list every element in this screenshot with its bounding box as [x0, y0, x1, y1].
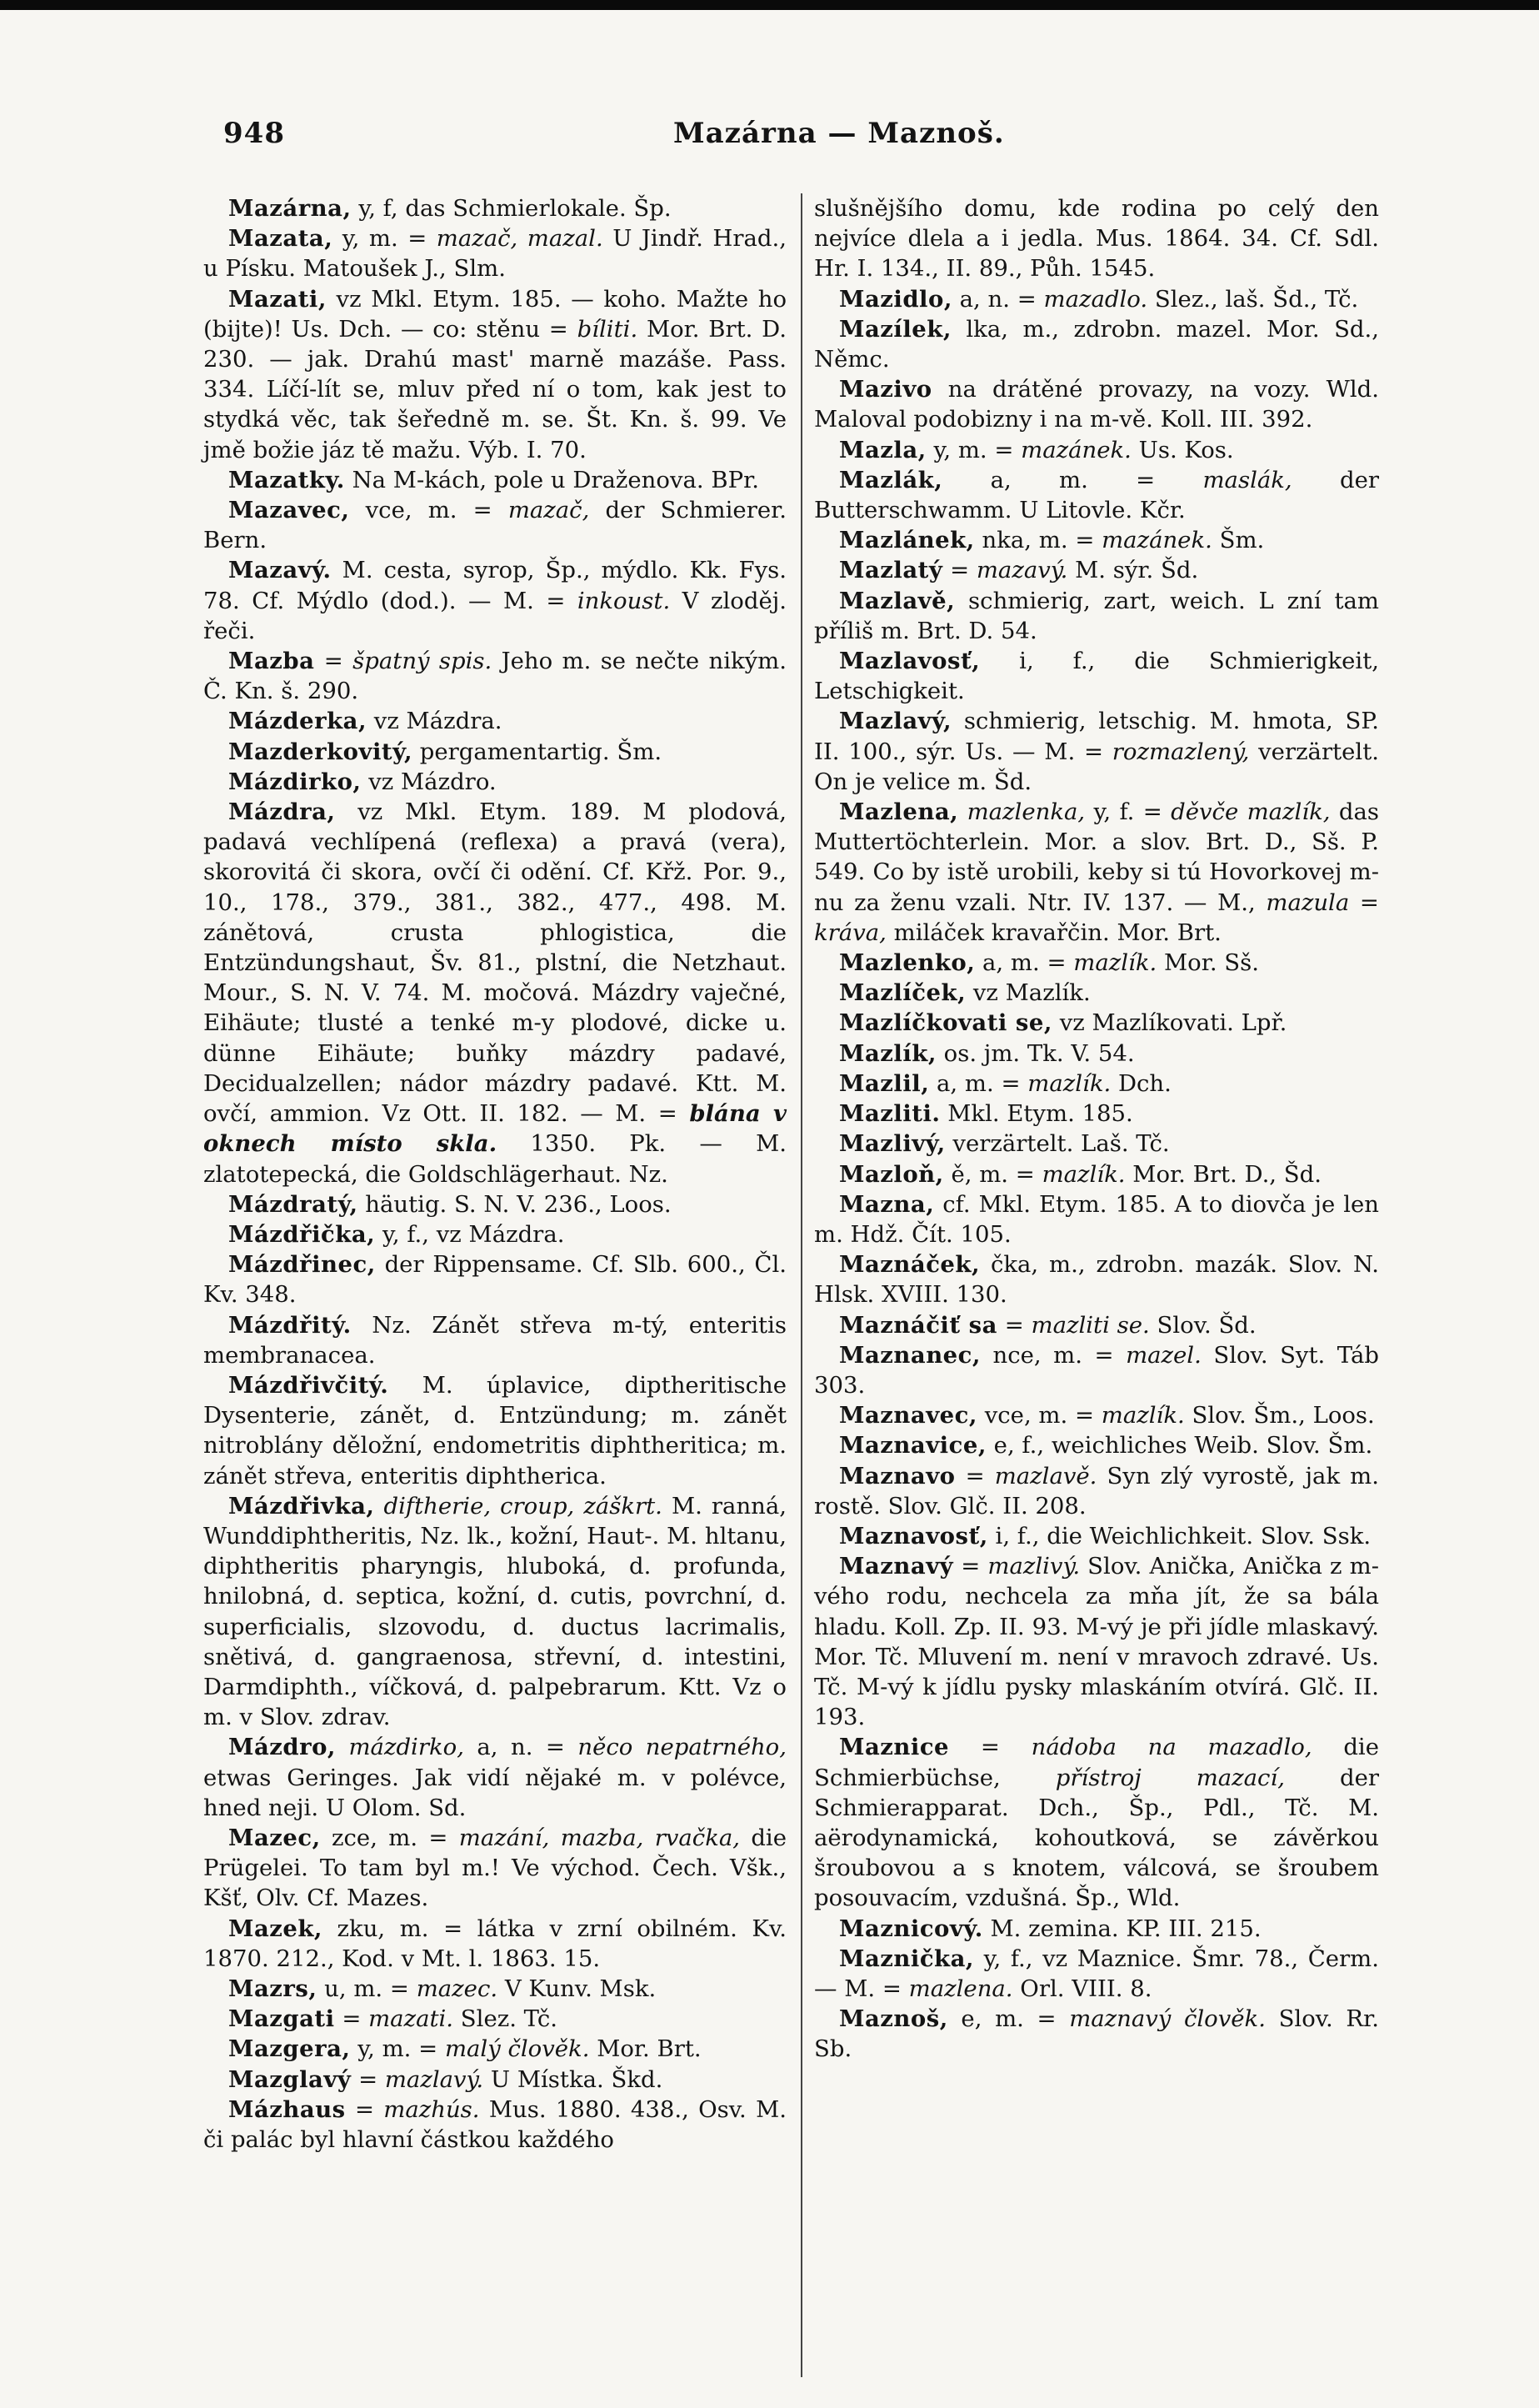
page-number: 948: [223, 117, 285, 150]
dictionary-entry: [814, 1159, 1379, 1189]
entry-headword: Mázdřitý.: [228, 1311, 352, 1339]
entry-text: U Místka. Škd.: [483, 2065, 663, 2093]
entry-headword: Mazlavý,: [839, 708, 952, 735]
dictionary-entry: [203, 2034, 787, 2064]
entry-italic: mazlík.: [1027, 1069, 1112, 1097]
entry-text: =: [351, 2065, 385, 2093]
dictionary-entry: [814, 1461, 1379, 1521]
dictionary-entry: [814, 586, 1379, 646]
dictionary-entry: [814, 1732, 1379, 1913]
entry-text: pergamentartig. Šm.: [412, 738, 662, 765]
entry-text: Dch.: [1111, 1069, 1172, 1097]
entry-text: Na M-kách, pole u Draženova. BPr.: [344, 466, 759, 493]
entry-headword: Maznáček,: [839, 1251, 981, 1279]
entry-text: lka, m., zdrobn. mazel. Mor. Sd., Němc.: [814, 315, 1379, 373]
entry-text: Slov. Rr. Sb.: [814, 2005, 1379, 2063]
column-divider: [801, 193, 802, 2377]
right-column: [814, 193, 1379, 2065]
entry-text: a, m. =: [942, 466, 1203, 493]
entry-text: schmierig, zart, weich. L zní tam příliš m. Brt. D. 54.: [814, 587, 1379, 644]
entry-headword: Mazílek,: [839, 315, 952, 343]
dictionary-entry: [814, 797, 1379, 948]
entry-headword: Mazárna,: [228, 195, 352, 222]
dictionary-entry: [814, 1039, 1379, 1069]
entry-headword: Mázdřička,: [228, 1220, 376, 1248]
entry-text: y, f, das Schmierlokale. Šp.: [351, 195, 672, 222]
entry-text: Šm.: [1212, 527, 1265, 554]
dictionary-entry: [814, 193, 1379, 284]
dictionary-entry: [814, 1551, 1379, 1732]
entry-headword: Mazlivý,: [839, 1130, 946, 1158]
dictionary-entry: [814, 1249, 1379, 1309]
entry-headword: Maznice: [839, 1734, 950, 1761]
entry-italic: mazhús.: [383, 2095, 480, 2123]
entry-headword: Maznička,: [839, 1945, 975, 1972]
dictionary-entry: [814, 1521, 1379, 1551]
entry-text: etwas Geringes. Jak vidí nějaké m. v polévce, hned neji. U Olom. Sd.: [203, 1764, 787, 1821]
entry-text: Mkl. Etym. 185.: [940, 1100, 1133, 1128]
entry-text: verzärtelt. On je velice m. Šd.: [814, 738, 1380, 795]
entry-text: Mus. 1880. 438., Osv. M. či palác byl hlavní částkou každého: [203, 2095, 787, 2153]
entry-headword: Mazata,: [228, 225, 333, 253]
entry-italic: mazula = kráva,: [814, 889, 1379, 946]
entry-text: nce, m. =: [981, 1341, 1127, 1369]
entry-text: zce, m. =: [320, 1824, 459, 1851]
entry-headword: Maznavice,: [839, 1432, 987, 1459]
entry-text: y, m. =: [332, 225, 437, 253]
entry-headword: Mazlík,: [839, 1039, 937, 1067]
running-head: Mazárna — Maznoš.: [673, 117, 1005, 150]
dictionary-entry: [203, 737, 787, 767]
entry-text: M. úplavice, diptheritische Dysenterie, zánět, d. Entzündung; m. zánět nitroblány děložní, endometritis diphtheritica; m. zánět střeva, enteritis diphtherica.: [203, 1371, 787, 1489]
entry-headword: Mazliti.: [839, 1100, 941, 1128]
dictionary-entry: [203, 284, 787, 465]
dictionary-entry: [203, 1914, 787, 1974]
dictionary-entry: [203, 1974, 787, 2004]
entry-text: vce, m. =: [977, 1402, 1102, 1429]
dictionary-entry: [814, 1310, 1379, 1340]
entry-text: a, m. =: [975, 949, 1074, 977]
entry-text: Jeho m. se nečte nikým. Č. Kn. š. 290.: [203, 648, 787, 705]
dictionary-entry: [814, 706, 1379, 797]
dictionary-entry: [203, 1732, 787, 1823]
entry-italic: mazlena.: [908, 1975, 1013, 2002]
entry-italic: blána v oknech místo skla.: [203, 1100, 787, 1158]
entry-headword: Mazatky.: [228, 466, 345, 493]
dictionary-entry: [814, 1914, 1379, 1944]
dictionary-entry: [814, 525, 1379, 555]
left-column: [203, 193, 787, 2155]
entry-text: die Prügelei. To tam byl m.! Ve východ. Čech. Všk., Kšť, Olv. Cf. Mazes.: [203, 1824, 787, 1912]
entry-italic: mazec.: [416, 1975, 498, 2002]
dictionary-entry: [203, 1249, 787, 1309]
entry-headword: Mázdřinec,: [228, 1251, 376, 1279]
entry-text: das Muttertöchterlein. Mor. a slov. Brt. D., Sš. P. 549. Co by istě urobili, keby si tú Hovorkovej m-nu za ženu vzali. Ntr. IV. 137. — M.,: [814, 798, 1380, 916]
entry-headword: Mázdřivka,: [228, 1492, 375, 1519]
entry-text: e, m. =: [947, 2005, 1070, 2033]
entry-italic: mazlík.: [1042, 1160, 1126, 1188]
entry-headword: Mazlavě,: [839, 587, 956, 614]
entry-text: čka, m., zdrobn. mazák. Slov. N. Hlsk. XVIII. 130.: [814, 1251, 1379, 1309]
dictionary-entry: [203, 767, 787, 797]
entry-italic: děvče mazlík,: [1171, 798, 1331, 826]
entry-italic: přístroj mazací,: [1055, 1764, 1285, 1791]
entry-text: Slov. Syt. Táb 303.: [814, 1341, 1379, 1399]
entry-text: Mor. Brt. D. 230. — jak. Drahú mast' marně mazáše. Pass. 334. Líčí-lít se, mluv před ní o tom, kak jest to stydká věc, tak šeředně m. se. Št. Kn. š. 99. Ve jmě božie jáz tě mažu. Výb. I. 70.: [203, 315, 787, 463]
entry-text: [374, 1493, 383, 1519]
entry-text: Slez., laš. Šd., Tč.: [1147, 285, 1359, 313]
entry-text: Slez. Tč.: [453, 2005, 558, 2033]
entry-italic: mazlík.: [1101, 1402, 1185, 1429]
entry-text: y, f., vz Maznice. Šmr. 78., Čerm. — M. =: [814, 1945, 1379, 2002]
dictionary-entry: [203, 2065, 787, 2095]
entry-text: =: [997, 1311, 1032, 1339]
dictionary-entry: [814, 465, 1379, 525]
dictionary-entry: [203, 1219, 787, 1249]
entry-text: i, f., die Weichlichkeit. Slov. Ssk.: [987, 1522, 1372, 1549]
dictionary-entry: [814, 1189, 1379, 1249]
entry-italic: inkoust.: [577, 587, 671, 614]
entry-text: nka, m. =: [974, 527, 1102, 554]
dictionary-entry: [814, 978, 1379, 1008]
dictionary-entry: [814, 435, 1379, 465]
entry-italic: maznavý člověk.: [1069, 2005, 1266, 2033]
entry-italic: mazlík.: [1073, 949, 1157, 977]
entry-headword: Mazlíčkovati se,: [839, 1009, 1052, 1037]
entry-headword: Mázdro,: [228, 1734, 337, 1761]
entry-headword: Mazlák,: [839, 466, 943, 493]
entry-text: os. jm. Tk. V. 54.: [936, 1039, 1135, 1067]
entry-text: M. zemina. KP. III. 215.: [982, 1915, 1262, 1942]
entry-text: der Rippensame. Cf. Slb. 600., Čl. Kv. 348.: [203, 1251, 787, 1309]
entry-headword: Mazati,: [228, 285, 327, 313]
entry-text: Slov. Anička, Anička z m-vého rodu, nechcela za mňa jít, že sa bála hladu. Koll. Zp. II. 93. M-vý je při jídle mlaskavý. Mor. Tč. Mluvení m. není v mravoch zdravé. Us. Tč. M-vý k jídlu pysky mlaskáním otvírá. Glč. II. 193.: [814, 1553, 1379, 1731]
entry-italic: mazlivý.: [987, 1553, 1081, 1580]
entry-text: =: [334, 2005, 369, 2033]
entry-headword: Maznavec,: [839, 1402, 977, 1429]
entry-headword: Maznavo: [839, 1462, 956, 1489]
dictionary-entry: [814, 2004, 1379, 2064]
entry-text: Mor. Brt. D., Šd.: [1125, 1160, 1322, 1188]
dictionary-entry: [203, 1370, 787, 1491]
entry-italic: něco nepatrného,: [577, 1734, 787, 1761]
dictionary-entry: [814, 314, 1379, 374]
entry-headword: Mazglavý: [228, 2065, 352, 2093]
scan-border: [0, 0, 1539, 10]
entry-text: häutig. S. N. V. 236., Loos.: [357, 1190, 672, 1218]
entry-headword: Maznoš,: [839, 2005, 948, 2033]
entry-italic: mazavý.: [976, 557, 1068, 584]
entry-text: =: [953, 1553, 988, 1580]
entry-text: verzärtelt. Laš. Tč.: [945, 1130, 1170, 1158]
dictionary-entry: [203, 646, 787, 706]
entry-text: =: [955, 1462, 995, 1489]
dictionary-entry: [203, 2004, 787, 2034]
entry-headword: Maznanec,: [839, 1341, 981, 1369]
entry-text: slušnějšího domu, kde rodina po celý den nejvíce dlela a i jedla. Mus. 1864. 34. Cf. Sdl. Hr. I. 134., II. 89., Půh. 1545.: [814, 195, 1379, 283]
dictionary-entry: [814, 1430, 1379, 1460]
dictionary-entry: [203, 223, 787, 283]
entry-text: na drátěné provazy, na vozy. Wld. Maloval podobizny i na m-vě. Koll. III. 392.: [814, 376, 1379, 433]
dictionary-entry: [203, 555, 787, 646]
dictionary-entry: [814, 948, 1379, 978]
entry-italic: mazlavý.: [384, 2065, 484, 2093]
entry-italic: nádoba na mazadlo,: [1031, 1734, 1312, 1761]
dictionary-entry: [814, 1129, 1379, 1159]
entry-italic: mazliti se.: [1031, 1311, 1150, 1339]
entry-headword: Mazlil,: [839, 1069, 930, 1097]
entry-headword: Mazloň,: [839, 1160, 944, 1188]
dictionary-entry: [814, 646, 1379, 706]
entry-headword: Mazavec,: [228, 497, 350, 524]
entry-italic: malý člověk.: [444, 2035, 590, 2063]
entry-text: miláček kravařčin. Mor. Brt.: [886, 919, 1222, 946]
entry-text: Slov. Šd.: [1149, 1311, 1257, 1339]
entry-text: vz Mázdra.: [367, 708, 502, 735]
dictionary-entry: [203, 465, 787, 495]
dictionary-entry: [203, 1189, 787, 1219]
entry-text: M. sýr. Šd.: [1067, 557, 1199, 584]
entry-headword: Mazec,: [228, 1824, 321, 1851]
entry-text: vz Mázdro.: [361, 768, 497, 795]
entry-headword: Maznáčiť sa: [839, 1311, 997, 1339]
entry-text: cf. Mkl. Etym. 185. A to diovča je len m. Hdž. Čít. 105.: [814, 1190, 1379, 1248]
entry-headword: Mazavý.: [228, 557, 332, 584]
entry-text: [958, 798, 967, 825]
page-header: [223, 117, 1390, 158]
dictionary-entry: [814, 1944, 1379, 2004]
entry-text: a, n. =: [952, 285, 1044, 313]
entry-italic: mazlenka,: [967, 798, 1086, 826]
entry-headword: Mazlíček,: [839, 979, 967, 1007]
entry-italic: bíliti.: [577, 315, 638, 343]
entry-text: i, f., die Schmierigkeit, Letschigkeit.: [814, 648, 1379, 705]
entry-headword: Mázdra,: [228, 798, 336, 826]
dictionary-entry: [203, 193, 787, 223]
entry-text: der Butterschwamm. U Litovle. Kčr.: [814, 466, 1379, 524]
entry-headword: Mázderka,: [228, 708, 367, 735]
dictionary-entry: [814, 555, 1379, 585]
dictionary-entry: [203, 2095, 787, 2155]
entry-headword: Mazlatý: [839, 557, 943, 584]
entry-text: =: [345, 2095, 384, 2123]
dictionary-entry: [203, 495, 787, 555]
dictionary-entry: [814, 1069, 1379, 1099]
dictionary-entry: [814, 1099, 1379, 1129]
entry-italic: rozmazlený,: [1112, 738, 1250, 765]
dictionary-entry: [203, 1823, 787, 1914]
dictionary-entry: [814, 284, 1379, 314]
entry-italic: špatný spis.: [352, 648, 492, 675]
entry-italic: mazač,: [507, 497, 590, 524]
entry-italic: mazání, mazba, rvačka,: [458, 1824, 740, 1851]
entry-text: vz Mkl. Etym. 189. M plodová, padavá vechlípená (reflexa) a pravá (vera), skorovitá či skora, ovčí či odění. Cf. Křž. Por. 9., 10., 178., 379., 381., 382., 477., 498. M. zánětová, crusta phlogistica, die Entzündungshaut, Šv. 81., plstní, die Netzhaut. Mour., S. N. V. 74. M. močová. Mázdry vaječné, Eihäute; tlusté a tenké m-y plodové, dicke u. dünne Eihäute; buňky mázdry padavé, Decidualzellen; nádor mázdry padavé. Ktt. M. ovčí, ammion. Vz Ott. II. 182. — M. =: [203, 798, 787, 1128]
entry-text: =: [942, 557, 977, 584]
entry-text: vz Mazlík.: [966, 979, 1091, 1007]
entry-headword: Mázdratý,: [228, 1190, 358, 1218]
entry-headword: Mazla,: [839, 436, 927, 463]
entry-headword: Mazderkovitý,: [228, 738, 413, 765]
entry-text: y, m. =: [926, 436, 1022, 463]
entry-headword: Mazek,: [228, 1915, 322, 1942]
entry-headword: Mazlavosť,: [839, 648, 981, 675]
entry-headword: Mázdřivčitý.: [228, 1371, 389, 1399]
entry-text: y, f. =: [1085, 798, 1172, 826]
entry-text: zku, m. = látka v zrní obilném. Kv. 1870. 212., Kod. v Mt. l. 1863. 15.: [203, 1915, 787, 1972]
entry-text: Slov. Šm., Loos.: [1184, 1402, 1375, 1429]
entry-headword: Mazlánek,: [839, 527, 975, 554]
entry-text: y, m. =: [350, 2035, 445, 2063]
entry-italic: mazánek.: [1021, 436, 1132, 463]
entry-text: ě, m. =: [943, 1160, 1042, 1188]
entry-headword: Mazivo: [839, 376, 932, 403]
entry-text: 1350. Pk. — M. zlatotepecká, die Goldschlägerhaut. Nz.: [203, 1130, 787, 1188]
entry-italic: mazánek.: [1102, 527, 1212, 554]
entry-headword: Mazlenko,: [839, 949, 976, 977]
entry-text: vce, m. =: [349, 497, 508, 524]
entry-headword: Maznavý: [839, 1553, 954, 1580]
entry-text: Nz. Zánět střeva m-tý, enteritis membranacea.: [203, 1311, 787, 1369]
entry-headword: Mazna,: [839, 1190, 935, 1218]
entry-headword: Mazgati: [228, 2005, 335, 2033]
entry-text: a, n. =: [463, 1734, 578, 1761]
entry-text: =: [314, 648, 353, 675]
dictionary-entry: [814, 1340, 1379, 1400]
entry-text: Syn zlý vyrostě, jak m. rostě. Slov. Glč. II. 208.: [814, 1462, 1379, 1519]
entry-italic: mázdirko,: [348, 1734, 464, 1761]
entry-italic: mazadlo.: [1043, 285, 1148, 313]
entry-headword: Maznavosť,: [839, 1522, 988, 1549]
entry-headword: Maznicový.: [839, 1915, 983, 1942]
entry-text: y, f., vz Mázdra.: [375, 1220, 565, 1248]
entry-text: M. ranná, Wunddiphtheritis, Nz. lk., kožní, Haut-. M. hltanu, diphtheritis pharyngis, hluboká, d. profunda, hnilobná, d. septica, kožní, d. cutis, povrchní, d. superficialis, slzovodu, d. ductus lacrimalis, snětivá, d. gangraenosa, střevní, d. intestini, Darmdiphth., víčková, d. palpebrarum. Ktt. Vz o m. v Slov. zdrav.: [203, 1492, 787, 1731]
entry-text: Us. Kos.: [1131, 436, 1234, 463]
entry-text: vz Mkl. Etym. 185. — koho. Mažte ho (bijte)! Us. Dch. — co: stěnu =: [203, 285, 787, 343]
entry-headword: Mazba: [228, 648, 315, 675]
dictionary-entry: [814, 1008, 1379, 1038]
entry-text: =: [949, 1734, 1032, 1761]
entry-italic: mazel.: [1126, 1341, 1202, 1369]
entry-text: V zloděj. řeči.: [203, 587, 787, 644]
entry-text: die Schmierbüchse,: [814, 1734, 1379, 1791]
entry-text: Mor. Brt.: [589, 2035, 702, 2063]
dictionary-entry: [814, 1400, 1379, 1430]
entry-text: u, m. =: [317, 1975, 417, 2002]
entry-headword: Mazidlo,: [839, 285, 952, 313]
entry-text: V Kunv. Msk.: [497, 1975, 657, 2002]
entry-italic: maslák,: [1202, 466, 1292, 493]
entry-text: der Schmierapparat. Dch., Šp., Pdl., Tč. M. aërodynamická, kohoutková, se závěrkou šroubovou a s knotem, válcová, se šroubem posouvacím, vzdušná. Šp., Wld.: [814, 1764, 1379, 1912]
entry-italic: mazač, mazal.: [436, 225, 603, 253]
dictionary-entry: [203, 706, 787, 736]
entry-text: [336, 1734, 348, 1760]
entry-text: U Jindř. Hrad., u Písku. Matoušek J., Slm.: [203, 225, 787, 283]
entry-text: M. cesta, syrop, Šp., mýdlo. Kk. Fys. 78. Cf. Mýdlo (dod.). — M. =: [203, 557, 787, 614]
entry-text: schmierig, letschig. M. hmota, SP. II. 100., sýr. Us. — M. =: [814, 708, 1379, 765]
entry-text: Orl. VIII. 8.: [1012, 1975, 1152, 2002]
entry-headword: Mazlena,: [839, 798, 959, 826]
entry-text: e, f., weichliches Weib. Slov. Šm.: [986, 1432, 1373, 1459]
entry-italic: mazati.: [368, 2005, 454, 2033]
entry-text: a, m. =: [929, 1069, 1028, 1097]
entry-italic: mazlavě.: [994, 1462, 1097, 1489]
entry-headword: Mázhaus: [228, 2095, 346, 2123]
entry-headword: Mazrs,: [228, 1975, 317, 2002]
entry-text: der Schmierer. Bern.: [203, 497, 787, 554]
entry-italic: diftherie, croup, záškrt.: [383, 1492, 662, 1519]
entry-headword: Mazgera,: [228, 2035, 351, 2063]
entry-text: vz Mazlíkovati. Lpř.: [1052, 1009, 1287, 1037]
dictionary-entry: [203, 797, 787, 1189]
entry-headword: Mázdirko,: [228, 768, 362, 795]
dictionary-entry: [814, 374, 1379, 434]
dictionary-entry: [203, 1491, 787, 1733]
dictionary-entry: [203, 1310, 787, 1370]
entry-text: Mor. Sš.: [1157, 949, 1259, 977]
